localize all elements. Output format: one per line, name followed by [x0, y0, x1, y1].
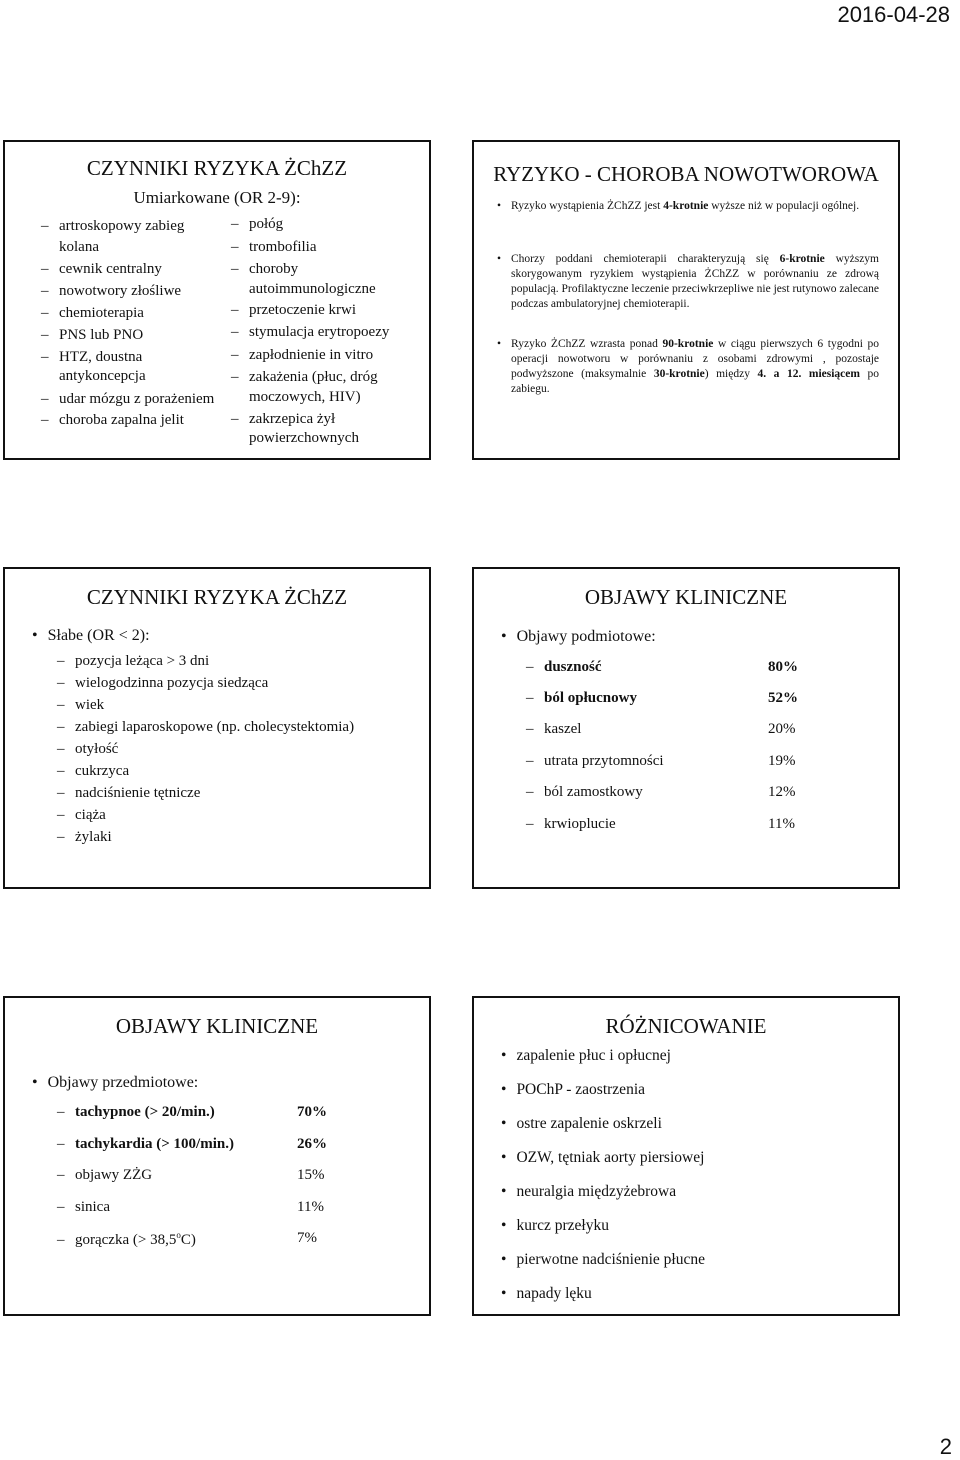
list-item: – zapłodnienie in vitro — [231, 347, 374, 363]
header-date: 2016-04-28 — [837, 2, 950, 27]
list-item: • POChP - zaostrzenia — [501, 1081, 646, 1098]
list-item: kolana — [59, 239, 99, 255]
slide-differential-diagnosis — [472, 996, 900, 1316]
list-item: – trombofilia — [231, 239, 317, 255]
list-item: – zabiegi laparoskopowe (np. cholecystektomia) — [57, 719, 355, 735]
list-item: • kurcz przełyku — [501, 1217, 609, 1234]
list-item: – PNS lub PNO — [41, 327, 144, 343]
list-item: powierzchownych — [249, 430, 359, 446]
bullet-heading: • Objawy podmiotowe: — [501, 628, 656, 645]
list-item: – ciąża — [57, 807, 106, 823]
page-number: 2 — [939, 1434, 952, 1459]
list-item: • ostre zapalenie oskrzeli — [501, 1115, 662, 1132]
list-item: – nadciśnienie tętnicze — [57, 785, 201, 801]
list-item: – wiek — [57, 697, 105, 713]
list-item: – żylaki — [57, 829, 112, 845]
list-item: • neuralgia międzyżebrowa — [501, 1183, 677, 1200]
list-item: • pierwotne nadciśnienie płucne — [501, 1251, 705, 1268]
slide-title: OBJAWY KLINICZNE — [115, 1014, 319, 1038]
list-item: – stymulacja erytropoezy — [231, 324, 390, 340]
list-item: – połóg — [231, 216, 284, 232]
slide-cancer-risk — [472, 140, 900, 460]
list-item: autoimmunologiczne — [249, 281, 376, 297]
list-item: – zakażenia (płuc, dróg — [231, 369, 378, 385]
slide-subjective-symptoms: OBJAWY KLINICZNE • Objawy podmiotowe: – duszność 80% – ból opłucnowy 52% – kaszel 20% – utrata przytomności 19% – ból zamostkowy 12% – krwioplucie 11% — [472, 567, 900, 889]
list-item: – artroskopowy zabieg — [41, 218, 185, 234]
list-item: – HTZ, doustna — [41, 349, 143, 365]
bullet-paragraph: • Ryzyko wystąpienia ŻChZZ jest 4-krotnie wyższe niż w populacji ogólnej. — [497, 200, 860, 212]
slide-risk-factors-weak — [3, 567, 431, 889]
list-item: – zakrzepica żył — [231, 411, 336, 427]
list-item: – chemioterapia — [41, 305, 144, 321]
list-item: • OZW, tętniak aorty piersiowej — [501, 1149, 705, 1166]
list-item: – otyłość — [57, 741, 119, 757]
slide-title: RÓŻNICOWANIE — [605, 1014, 767, 1038]
slide-subtitle: Umiarkowane (OR 2-9): — [133, 188, 301, 207]
list-item: • napady lęku — [501, 1285, 592, 1302]
list-item: – choroby — [231, 261, 299, 277]
slide-title: RYZYKO - CHOROBA NOWOTWOROWA — [493, 162, 879, 186]
list-item: – cukrzyca — [57, 763, 130, 779]
slide-objective-symptoms: OBJAWY KLINICZNE • Objawy przedmiotowe: – tachypnoe (> 20/min.) 70% – tachykardia (> 100/min.) 26% – objawy ZŻG 15% – sinica 11% – gorączka (> $38,5^oC$) 7% — [3, 996, 431, 1316]
list-item: – choroba zapalna jelit — [41, 412, 184, 428]
list-item: – udar mózgu z porażeniem — [41, 391, 215, 407]
list-item: – nowotwory złośliwe — [41, 283, 182, 299]
bullet-paragraph: • Chorzy poddani chemioterapii charakteryzują się 6-krotnie wyższym skorygowanym ryzykiem wystąpienia ŻChZZ w porównaniu ze zdrową populacją. Profilaktyczne leczenie przeciwkrzepliwe nie jest rutynowo zalecane podczas ambulatoryjnej chemioterapii. — [497, 253, 880, 310]
slide-title: CZYNNIKI RYZYKA ŻChZZ — [86, 156, 348, 180]
list-item: – przetoczenie krwi — [231, 302, 357, 318]
list-item: • zapalenie płuc i opłucnej — [501, 1047, 671, 1064]
list-item: – wielogodzinna pozycja siedząca — [57, 675, 269, 691]
list-item: – pozycja leżąca > 3 dni — [57, 653, 210, 669]
slide-title: OBJAWY KLINICZNE — [584, 585, 788, 609]
list-item: – cewnik centralny — [41, 261, 162, 277]
bullet-heading: • Objawy przedmiotowe: — [32, 1074, 199, 1091]
slide-title: CZYNNIKI RYZYKA ŻChZZ — [86, 585, 348, 609]
list-item: moczowych, HIV) — [249, 389, 361, 405]
bullet-heading: • Słabe (OR < 2): — [32, 627, 150, 644]
list-item: antykoncepcja — [59, 368, 146, 384]
slide-risk-factors-moderate — [3, 140, 431, 460]
bullet-paragraph: • Ryzyko ŻChZZ wzrasta ponad 90-krotnie w ciągu pierwszych 6 tygodni po operacji nowotworu w porównaniu z osobami zdrowymi , pozostaje podwyższone (maksymalnie 30-krotnie) między 4. a 12. miesiącem po zabiegu. — [497, 338, 880, 395]
